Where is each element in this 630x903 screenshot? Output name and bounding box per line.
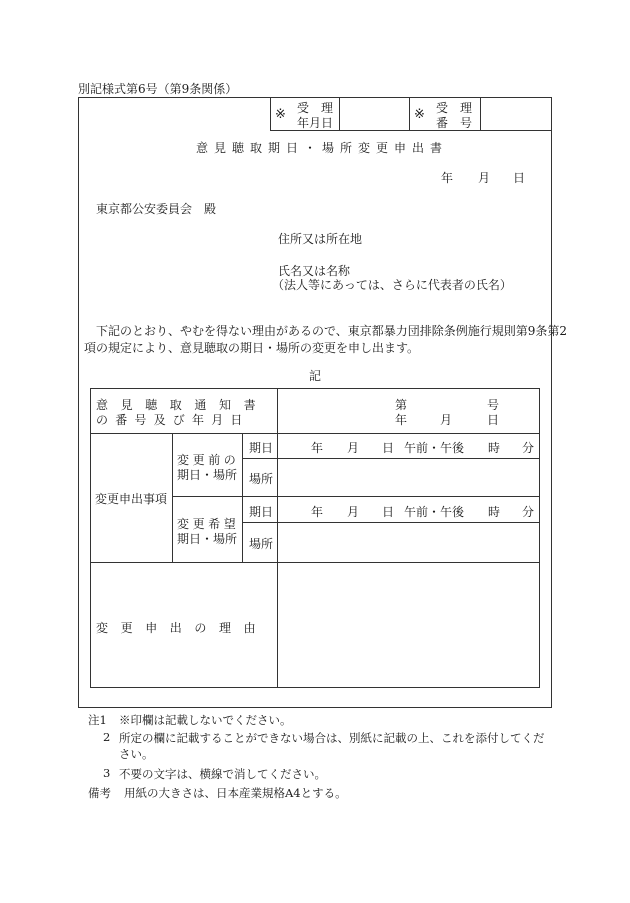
before-day: 日 (382, 441, 395, 455)
before-month: 月 (347, 441, 360, 455)
desired-month: 月 (347, 505, 360, 519)
applicant-name-label: 氏名又は名称 (278, 264, 351, 278)
reason-field[interactable] (280, 566, 536, 684)
date-day-label: 日 (513, 171, 526, 185)
notice-year: 年 (395, 413, 408, 427)
remark-text: 用紙の大きさは、日本産業規格A4とする。 (124, 786, 347, 800)
document-title: 意見聴取期日・場所変更申出書 (196, 141, 449, 155)
desired-year: 年 (311, 505, 324, 519)
before-date-label: 期日 (249, 441, 274, 455)
applicant-name-note: （法人等にあっては、さらに代表者の氏名） (272, 278, 512, 292)
reception-date-mark: ※ (275, 107, 286, 122)
notice-day: 日 (487, 413, 500, 427)
notice-go: 号 (487, 398, 500, 412)
reception-date-value-box[interactable] (339, 97, 410, 131)
note-3-text: 不要の文字は、横線で消してください。 (119, 767, 326, 781)
desired-date-label: 期日 (249, 505, 274, 519)
before-label-2: 期日・場所 (177, 468, 238, 482)
table-rule (172, 433, 173, 562)
date-year-label: 年 (441, 171, 454, 185)
date-month-label: 月 (478, 171, 491, 185)
desired-ampm[interactable]: 午前・午後 (404, 505, 465, 519)
desired-day: 日 (382, 505, 395, 519)
notice-dai: 第 (395, 398, 408, 412)
before-minute: 分 (522, 441, 535, 455)
notice-label-2: の番号及び年月日 (96, 413, 250, 427)
applicant-address-label: 住所又は所在地 (278, 232, 363, 246)
table-rule (242, 433, 243, 562)
addressee: 東京都公安委員会 殿 (96, 202, 217, 216)
note-1-num: 注1 (88, 713, 107, 727)
table-rule (90, 433, 540, 434)
body-text-line-2: 項の規定により、意見聴取の期日・場所の変更を申し出ます。 (84, 341, 420, 355)
notice-label-1: 意見聴取通知書 (96, 398, 269, 412)
before-hour: 時 (488, 441, 501, 455)
reception-number-label-1: 受 理 (436, 101, 473, 115)
before-place-label: 場所 (249, 472, 274, 486)
reception-number-label-2: 番 号 (436, 116, 473, 130)
reception-number-mark: ※ (414, 107, 425, 122)
table-rule (90, 562, 540, 563)
desired-minute: 分 (522, 505, 535, 519)
table-rule (242, 522, 540, 523)
change-items-label: 変更申出事項 (95, 492, 168, 506)
desired-place-label: 場所 (249, 537, 274, 551)
table-rule (277, 388, 278, 688)
before-ampm[interactable]: 午前・午後 (404, 441, 465, 455)
before-year: 年 (311, 441, 324, 455)
ki-heading: 記 (309, 369, 322, 383)
table-rule (172, 496, 540, 497)
note-2-text-1: 所定の欄に記載することができない場合は、別紙に記載の上、これを添付してくだ (119, 731, 545, 745)
table-rule (242, 458, 540, 459)
note-2-text-2: さい。 (119, 747, 154, 761)
body-text-line-1: 下記のとおり、やむを得ない理由があるので、東京都暴力団排除条例施行規則第9条第2 (96, 324, 568, 338)
desired-label-2: 期日・場所 (177, 532, 238, 546)
note-3-num: 3 (103, 766, 111, 780)
desired-hour: 時 (488, 505, 501, 519)
reception-date-label-2: 年月日 (297, 116, 334, 130)
note-2-num: 2 (103, 730, 111, 744)
note-1-text: ※印欄は記載しないでください。 (119, 713, 292, 727)
form-label: 別記様式第6号（第9条関係） (78, 82, 238, 96)
desired-label-1: 変更希望 (177, 517, 240, 531)
reception-number-value-box[interactable] (480, 97, 552, 131)
before-label-1: 変更前の (177, 453, 240, 467)
reason-label: 変更申出の理由 (96, 621, 269, 635)
notice-month: 月 (440, 413, 453, 427)
reception-date-label-1: 受 理 (297, 101, 334, 115)
remark-label: 備考 (88, 786, 111, 800)
